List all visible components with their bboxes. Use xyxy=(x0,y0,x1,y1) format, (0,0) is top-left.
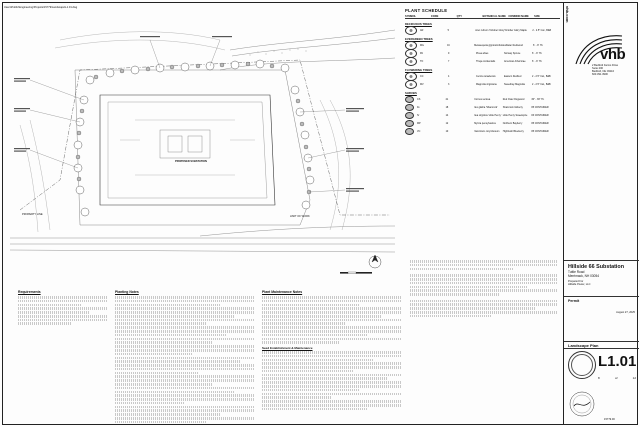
drawing-title: Landscape Plan xyxy=(564,341,639,349)
plant-qty: 5 xyxy=(447,28,449,32)
schedule-row xyxy=(405,26,560,34)
tree-symbol-icon xyxy=(405,80,417,89)
planting-notes xyxy=(115,290,255,425)
plant-botanical: Acer rubrum 'October Glory' xyxy=(475,28,505,32)
shrub-symbol-icon xyxy=(405,112,414,119)
project-title: Hillside 66 Substation xyxy=(568,264,625,270)
schedule-category: DECIDUOUS TREES xyxy=(405,22,432,26)
plant-code: IV xyxy=(417,113,420,117)
schedule-header: CODE xyxy=(430,15,439,18)
plant-common: Little Henry Sweetspire xyxy=(502,113,528,117)
plant-code: TO xyxy=(420,59,424,63)
schedule-category: FLOWERING TREES xyxy=(405,68,433,72)
plant-botanical: Thuja occidentalis xyxy=(476,59,496,63)
title-block xyxy=(563,2,638,425)
plant-size: 2 - 2.5" Cal., B&B xyxy=(532,28,552,32)
plant-common: Red Osier Dogwood xyxy=(502,97,525,101)
project-info xyxy=(564,260,639,289)
signature-seal-icon xyxy=(568,390,596,418)
general-notes-column xyxy=(410,260,558,319)
sheet-index xyxy=(598,377,636,381)
schedule-header: QTY xyxy=(456,15,462,18)
schedule-header: BOTANICAL NAME xyxy=(482,15,506,18)
project-number: 15779.00 xyxy=(604,418,615,421)
permit-block xyxy=(564,296,639,341)
schedule-header: SIZE xyxy=(534,15,540,18)
substation-label: PROPOSED SUBSTATION xyxy=(175,160,207,163)
project-address-line: Tuttle Road xyxy=(568,270,585,274)
property-line-label: PROPERTY LINE xyxy=(22,213,43,216)
plant-common: Northern Bayberry xyxy=(502,121,523,125)
plant-qty: 21 xyxy=(445,97,449,101)
plant-size: #5 CONTAINER xyxy=(531,105,549,109)
seal-inner-ring xyxy=(571,354,593,376)
permit-date: August 27, 2025 xyxy=(616,311,635,314)
planting-notes-title: Planting Notes xyxy=(115,290,139,294)
plant-common: Dawn Redwood xyxy=(505,43,523,47)
plant-code: PA xyxy=(420,51,424,55)
schedule-row xyxy=(405,80,560,88)
plant-size: 6` - 8` Ht. xyxy=(532,43,544,47)
sheet-index-current: 8 xyxy=(598,376,600,380)
permit-label: Permit xyxy=(568,299,580,303)
plant-qty: 4 xyxy=(448,74,450,78)
plant-size: #5 CONTAINER xyxy=(531,129,549,133)
tree-symbol-icon xyxy=(405,57,417,66)
schedule-row xyxy=(405,95,560,103)
plant-qty: 7 xyxy=(448,59,450,63)
plant-common: Norway Spruce xyxy=(504,51,521,55)
firm-address-line: 603.391.3900 xyxy=(592,73,608,77)
plant-schedule xyxy=(405,8,560,135)
plant-size: 6` - 8` Ht. xyxy=(532,51,543,55)
sheet-number: L1.01 xyxy=(598,353,637,370)
schedule-row xyxy=(405,119,560,127)
schedule-row xyxy=(405,127,560,135)
schedule-row xyxy=(405,57,560,65)
plant-common: Shamrock Inkberry xyxy=(502,105,523,109)
plant-common: Sweetbay Magnolia xyxy=(504,82,525,86)
plant-qty: 12 xyxy=(445,121,449,125)
schedule-row xyxy=(405,103,560,111)
plant-common: American Arborvitae xyxy=(504,59,526,63)
plant-common: Highbush Blueberry xyxy=(502,129,524,133)
requirements-title: Requirements xyxy=(18,290,41,294)
sheet-index-total: 12 xyxy=(632,376,636,380)
plant-qty: 18 xyxy=(445,105,449,109)
schedule-row xyxy=(405,72,560,80)
maintenance-notes-title: Plant Maintenance Notes xyxy=(262,290,303,294)
limit-of-work-label: LIMIT OF WORK xyxy=(290,215,310,218)
plant-code: VC xyxy=(417,129,421,133)
schedule-row xyxy=(405,111,560,119)
schedule-header: SYMBOL xyxy=(405,15,417,18)
plant-botanical: Cornus sericea xyxy=(474,97,491,101)
plant-size: 2 - 2.5" Cal., B&B xyxy=(532,82,551,86)
plant-qty: 16 xyxy=(447,43,450,47)
schedule-row xyxy=(405,49,560,57)
firm-address-line: Suite 200 xyxy=(592,67,603,71)
plant-code: MV xyxy=(420,82,424,86)
firm-address xyxy=(592,64,636,76)
plant-code: CC xyxy=(420,74,424,78)
plant-botanical: Picea abies xyxy=(476,51,489,55)
plant-code: AR xyxy=(420,28,424,32)
plant-botanical: Cercis canadensis xyxy=(476,74,496,78)
applicant-name: Hillside Power, LLC xyxy=(568,283,591,287)
plant-botanical: Ilex glabra 'Shamrock' xyxy=(474,105,498,109)
plant-size: 2 - 2.5" Cal., B&B xyxy=(532,74,551,78)
shrub-symbol-icon xyxy=(405,104,414,111)
firm-name: vhb xyxy=(600,46,626,63)
plant-common: October Glory Maple xyxy=(504,28,527,32)
firm-website: vhb.com xyxy=(565,6,570,23)
plant-qty: 9 xyxy=(448,51,450,55)
schedule-header-row xyxy=(405,15,560,19)
plant-size: #5 CONTAINER xyxy=(531,121,549,125)
schedule-header: COMMON NAME xyxy=(508,15,529,18)
plant-size: 30" - 36" Ht. xyxy=(531,97,545,101)
plant-code: MP xyxy=(417,121,421,125)
shrub-symbol-icon xyxy=(405,120,414,127)
maintenance-notes xyxy=(262,290,402,411)
requirements-notes xyxy=(18,290,108,326)
firm-address-line: Bedford, NH 03110 xyxy=(592,70,615,74)
sheet-index-of: of xyxy=(614,376,618,380)
seed-establishment-title: Seed Establishment & Maintenance xyxy=(262,345,313,350)
plant-botanical: Magnolia virginiana xyxy=(476,82,497,86)
plant-common: Eastern Redbud xyxy=(504,74,522,78)
plant-botanical: Metasequoia glyptostroboides xyxy=(474,43,506,47)
schedule-category: SHRUBS xyxy=(405,91,417,95)
shrub-symbol-icon xyxy=(405,96,414,103)
tree-symbol-icon xyxy=(405,26,417,35)
plant-code: CS xyxy=(417,97,421,101)
plant-botanical: Itea virginica 'Little Henry' xyxy=(474,113,502,117)
plant-code: MG xyxy=(420,43,424,47)
plant-qty: 3 xyxy=(448,82,450,86)
plant-qty: 14 xyxy=(445,113,449,117)
plant-botanical: Vaccinium corymbosum xyxy=(474,129,500,133)
plant-code: IG xyxy=(417,105,420,109)
prepared-for-label: Prepared For xyxy=(568,280,584,283)
shrub-symbol-icon xyxy=(405,128,414,135)
firm-address-line: 2 Bedford Farms Drive xyxy=(592,64,619,67)
project-address-line: Merrimack, NH 03054 xyxy=(568,274,599,278)
plant-botanical: Myrica pensylvanica xyxy=(474,121,496,125)
file-path-note: Users\Public\Engineering\Projects\15779\Landscape\L1.01.dwg xyxy=(4,6,78,9)
schedule-category: EVERGREEN TREES xyxy=(405,37,433,41)
plant-qty: 10 xyxy=(445,129,449,133)
site-plan-drawing xyxy=(0,0,400,285)
plant-size: #3 CONTAINER xyxy=(531,113,549,117)
plant-size: 6` - 8` Ht. xyxy=(532,59,543,63)
schedule-row xyxy=(405,41,560,49)
schedule-title: PLANT SCHEDULE xyxy=(405,8,448,13)
